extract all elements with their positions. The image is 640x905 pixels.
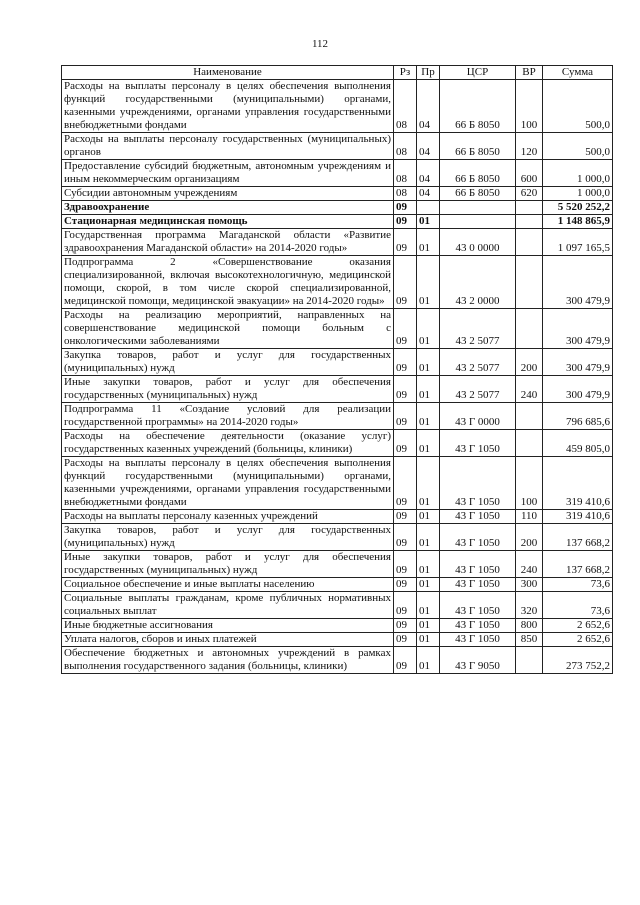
cell-pr: 04 [417,160,440,187]
cell-sum: 319 410,6 [543,457,613,510]
cell-name: Субсидии автономным учреждениям [62,187,394,201]
cell-csr: 43 Г 1050 [440,619,516,633]
cell-name: Иные бюджетные ассигнования [62,619,394,633]
cell-name: Предоставление субсидий бюджетным, автономным учреждениям и иным некоммерческим организациям [62,160,394,187]
table-row [62,133,613,160]
cell-name: Государственная программа Магаданской области «Развитие здравоохранения Магаданской области» на 2014-2020 годы» [62,229,394,256]
cell-pr: 01 [417,430,440,457]
table-row [62,376,613,403]
table-row [62,457,613,510]
table-row [62,187,613,201]
cell-rz: 09 [394,403,417,430]
table-row [62,201,613,215]
cell-sum: 1 148 865,9 [543,215,613,229]
cell-rz: 09 [394,592,417,619]
cell-pr: 04 [417,187,440,201]
cell-rz: 09 [394,229,417,256]
page-number: 112 [311,38,329,50]
table-row [62,633,613,647]
cell-sum: 300 479,9 [543,309,613,349]
cell-rz: 09 [394,619,417,633]
cell-csr: 43 0 0000 [440,229,516,256]
cell-pr: 01 [417,256,440,309]
cell-sum: 500,0 [543,80,613,133]
cell-csr: 43 2 5077 [440,309,516,349]
table-row [62,647,613,674]
cell-name: Расходы на обеспечение деятельности (оказание услуг) государственных казенных учреждений (больницы, клиники) [62,430,394,457]
column-header-pr: Пр [417,66,440,80]
cell-name: Уплата налогов, сборов и иных платежей [62,633,394,647]
cell-vr [516,229,543,256]
cell-pr: 01 [417,229,440,256]
cell-rz: 09 [394,256,417,309]
cell-vr: 110 [516,510,543,524]
cell-name: Стационарная медицинская помощь [62,215,394,229]
cell-vr: 240 [516,551,543,578]
cell-name: Иные закупки товаров, работ и услуг для обеспечения государственных (муниципальных) нужд [62,376,394,403]
table-header-row [62,66,613,80]
cell-pr: 01 [417,647,440,674]
cell-csr: 43 Г 0000 [440,403,516,430]
cell-rz: 09 [394,647,417,674]
cell-name: Расходы на выплаты персоналу в целях обеспечения выполнения функций государственными (муниципальными) органами, казенными учреждениями, органами управления государственными внебюджетными фондами [62,80,394,133]
cell-csr: 43 Г 9050 [440,647,516,674]
cell-csr: 43 2 0000 [440,256,516,309]
cell-pr: 04 [417,80,440,133]
cell-csr: 43 2 5077 [440,376,516,403]
cell-csr: 66 Б 8050 [440,80,516,133]
cell-vr [516,647,543,674]
cell-vr [516,403,543,430]
cell-name: Обеспечение бюджетных и автономных учреждений в рамках выполнения государственного задания (больницы, клиники) [62,647,394,674]
cell-sum: 300 479,9 [543,376,613,403]
cell-csr [440,201,516,215]
cell-rz: 08 [394,187,417,201]
table-row [62,524,613,551]
table-row [62,80,613,133]
cell-rz: 09 [394,457,417,510]
cell-name: Иные закупки товаров, работ и услуг для обеспечения государственных (муниципальных) нужд [62,551,394,578]
cell-vr [516,256,543,309]
table-row [62,309,613,349]
cell-vr: 100 [516,457,543,510]
cell-name: Подпрограмма 2 «Совершенствование оказания специализированной, включая высокотехнологичную, медицинской помощи, скорой, в том числе скорой специализированной, медицинской помощи, медицинской эвакуации» на 2014-2020 годы» [62,256,394,309]
cell-vr: 850 [516,633,543,647]
cell-sum: 273 752,2 [543,647,613,674]
cell-rz: 09 [394,309,417,349]
column-header-csr: ЦСР [440,66,516,80]
cell-name: Расходы на выплаты персоналу государственных (муниципальных) органов [62,133,394,160]
cell-csr: 43 Г 1050 [440,510,516,524]
cell-name: Закупка товаров, работ и услуг для государственных (муниципальных) нужд [62,524,394,551]
cell-csr: 43 Г 1050 [440,430,516,457]
cell-pr: 04 [417,133,440,160]
cell-vr: 200 [516,349,543,376]
table-row [62,578,613,592]
table-row [62,403,613,430]
cell-name: Социальное обеспечение и иные выплаты населению [62,578,394,592]
cell-vr: 240 [516,376,543,403]
cell-csr: 43 Г 1050 [440,457,516,510]
cell-vr: 600 [516,160,543,187]
cell-sum: 1 097 165,5 [543,229,613,256]
cell-rz: 09 [394,633,417,647]
cell-csr: 43 Г 1050 [440,633,516,647]
table-row [62,256,613,309]
cell-name: Закупка товаров, работ и услуг для государственных (муниципальных) нужд [62,349,394,376]
cell-csr: 43 Г 1050 [440,551,516,578]
table-row [62,592,613,619]
cell-vr: 100 [516,80,543,133]
table-row [62,349,613,376]
cell-sum: 73,6 [543,592,613,619]
cell-pr: 01 [417,619,440,633]
cell-csr [440,215,516,229]
cell-pr [417,201,440,215]
cell-vr: 120 [516,133,543,160]
cell-pr: 01 [417,376,440,403]
cell-sum: 1 000,0 [543,160,613,187]
column-header-name: Наименование [62,66,394,80]
cell-pr: 01 [417,633,440,647]
cell-pr: 01 [417,524,440,551]
cell-rz: 09 [394,376,417,403]
table-row [62,160,613,187]
budget-table [61,65,613,674]
cell-vr [516,309,543,349]
cell-name: Социальные выплаты гражданам, кроме публичных нормативных социальных выплат [62,592,394,619]
cell-csr: 43 Г 1050 [440,592,516,619]
cell-name: Расходы на выплаты персоналу в целях обеспечения выполнения функций государственными (муниципальными) органами, казенными учреждениями, органами управления государственными внебюджетными фондами [62,457,394,510]
cell-rz: 09 [394,430,417,457]
cell-vr: 320 [516,592,543,619]
table-row [62,551,613,578]
cell-rz: 09 [394,201,417,215]
cell-sum: 500,0 [543,133,613,160]
cell-sum: 137 668,2 [543,524,613,551]
cell-name: Здравоохранение [62,201,394,215]
cell-vr: 200 [516,524,543,551]
column-header-vr: ВР [516,66,543,80]
cell-sum: 73,6 [543,578,613,592]
cell-pr: 01 [417,215,440,229]
cell-pr: 01 [417,309,440,349]
cell-rz: 09 [394,551,417,578]
cell-csr: 43 Г 1050 [440,524,516,551]
column-header-sum: Сумма [543,66,613,80]
cell-name: Расходы на реализацию мероприятий, направленных на совершенствование медицинской помощи больным с онкологическими заболеваниями [62,309,394,349]
cell-rz: 09 [394,215,417,229]
cell-pr: 01 [417,578,440,592]
cell-sum: 2 652,6 [543,619,613,633]
table-row [62,229,613,256]
cell-name: Подпрограмма 11 «Создание условий для реализации государственной программы» на 2014-2020 годы» [62,403,394,430]
cell-vr: 620 [516,187,543,201]
cell-sum: 2 652,6 [543,633,613,647]
cell-rz: 09 [394,578,417,592]
column-header-rz: Рз [394,66,417,80]
cell-sum: 796 685,6 [543,403,613,430]
cell-vr: 300 [516,578,543,592]
cell-vr [516,215,543,229]
cell-sum: 300 479,9 [543,349,613,376]
cell-pr: 01 [417,592,440,619]
cell-vr [516,430,543,457]
cell-pr: 01 [417,510,440,524]
table-row [62,430,613,457]
cell-sum: 319 410,6 [543,510,613,524]
cell-sum: 137 668,2 [543,551,613,578]
cell-pr: 01 [417,403,440,430]
cell-csr: 66 Б 8050 [440,160,516,187]
table-row [62,619,613,633]
cell-sum: 459 805,0 [543,430,613,457]
cell-sum: 5 520 252,2 [543,201,613,215]
cell-csr: 43 2 5077 [440,349,516,376]
cell-csr: 66 Б 8050 [440,133,516,160]
cell-rz: 09 [394,349,417,376]
cell-rz: 08 [394,80,417,133]
cell-rz: 09 [394,524,417,551]
cell-vr [516,201,543,215]
cell-rz: 09 [394,510,417,524]
cell-pr: 01 [417,457,440,510]
table-body [62,80,613,674]
cell-name: Расходы на выплаты персоналу казенных учреждений [62,510,394,524]
cell-csr: 66 Б 8050 [440,187,516,201]
cell-pr: 01 [417,551,440,578]
cell-rz: 08 [394,160,417,187]
cell-rz: 08 [394,133,417,160]
cell-csr: 43 Г 1050 [440,578,516,592]
table-row [62,215,613,229]
cell-vr: 800 [516,619,543,633]
table-row [62,510,613,524]
cell-sum: 300 479,9 [543,256,613,309]
cell-sum: 1 000,0 [543,187,613,201]
cell-pr: 01 [417,349,440,376]
